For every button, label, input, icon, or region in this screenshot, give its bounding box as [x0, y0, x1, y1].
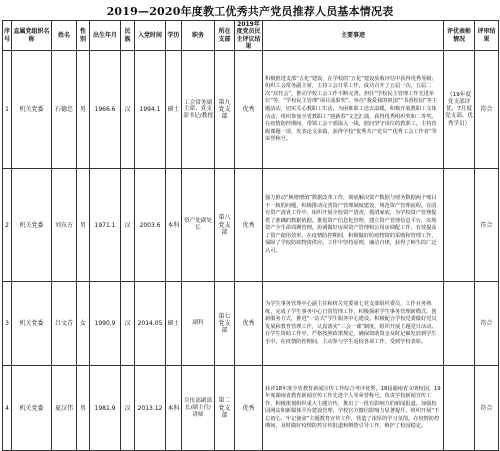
- cell-review: 优秀: [235, 51, 263, 169]
- cell-party-date: 2014.05: [135, 282, 166, 366]
- cell-recommend: [444, 282, 475, 366]
- cell-position: 资产处副处长: [182, 169, 215, 282]
- cell-gender: 男: [77, 366, 90, 451]
- cell-position: 宣传部副部长/副主任/讲师: [182, 366, 215, 451]
- cell-birth: 1966.6: [90, 51, 121, 169]
- cell-branch: 第七党支部: [215, 282, 235, 366]
- table-row: [3, 51, 499, 169]
- header-approval: 评审结果: [475, 21, 499, 51]
- header-branch: 所在支部: [215, 21, 235, 51]
- cell-party-org: 机关党委: [12, 366, 52, 451]
- cell-branch: 第八党支部: [215, 169, 235, 282]
- cell-branch: 第二党支部: [215, 366, 235, 451]
- cell-ethnicity: 汉: [121, 366, 135, 451]
- cell-position: 副科: [182, 282, 215, 366]
- cell-review: 优秀: [235, 282, 263, 366]
- table-row: [3, 282, 499, 366]
- table-row: [3, 169, 499, 282]
- cell-birth: 1981.9: [90, 366, 121, 451]
- cell-recommend: （19年度党支部评优，7月度党支部、优秀学员）: [444, 51, 475, 169]
- cell-seq: 2: [3, 169, 12, 282]
- cell-name: 夏汉伟: [52, 366, 77, 451]
- cell-review: 优秀: [235, 169, 263, 282]
- cell-party-org: 机关党委: [12, 51, 52, 169]
- cell-approval: 符合: [475, 169, 499, 282]
- cell-name: 石德忠: [52, 51, 77, 169]
- candidates-table: [2, 20, 499, 451]
- cell-approval: 符合: [475, 282, 499, 366]
- page-title: 2019—2020年度教工优秀共产党员推荐人员基本情况表: [106, 5, 394, 18]
- header-party-org: 直属党组织名称: [12, 21, 52, 51]
- cell-party-org: 机关党委: [12, 169, 52, 282]
- cell-recommend: [444, 366, 475, 451]
- cell-gender: 男: [77, 51, 90, 169]
- header-ethnicity: 民族: [121, 21, 135, 51]
- cell-position: 工会常务副主席、党支部书记/教授: [182, 51, 215, 169]
- header-seq: 序号: [3, 21, 12, 51]
- header-deeds: 主要事迹: [263, 21, 444, 51]
- cell-approval: 符合: [475, 366, 499, 451]
- cell-approval: 符合: [475, 51, 499, 169]
- cell-name: 吕文青: [52, 282, 77, 366]
- cell-party-date: 2013.12: [135, 366, 166, 451]
- header-birth: 出生年月: [90, 21, 121, 51]
- cell-deeds: 为学生事务管理中心副主任和机关党委第七党支部组织委员，工作业务熟练，完成了学生事务中心日常管理工作，积极探索学生事务管理新模式，创新服务方式，推进“一站式”学生服务中心建设。积极配合学校党委做好党员发展和教育管理工作，认真落实“三会一课”制度，组织开展主题党日活动。在学生资助工作中，严格按照政策规定，确保资助资金及时足额发放到学生手中。在疫情防控期间，主动参与学生返校各项工作，受到学校表彰。: [263, 282, 444, 366]
- cell-seq: 1: [3, 51, 12, 169]
- header-review: 2019年度党员民主评议结果: [236, 21, 261, 50]
- header-name: 姓名: [52, 21, 77, 51]
- cell-birth: 1990.9: [90, 282, 121, 366]
- cell-ethnicity: 汉: [121, 51, 135, 169]
- cell-party-date: 2003.6: [135, 169, 166, 282]
- cell-deeds: 获评18年度全省教育新闻宣传工作综合考评优秀，18届湖南省文明校园，19年度湖南省教育新闻宣传工作先进个人等荣誉称号。负责学校新闻宣传工作，积极策划组织重大主题宣传，推出了一批有影响力的新闻报道。加强校园网站和新媒体平台建设管理，学校官方微信影响力显著提升。组织开展“不忘初心、牢记使命”主题教育宣传工作，营造了浓厚的学习氛围。在疫情防控期间，及时做好疫情防控宣传报道和舆情引导工作，维护了校园稳定。: [263, 366, 444, 451]
- table-row: [3, 366, 499, 451]
- header-party-date: 入党时间: [135, 21, 166, 51]
- cell-seq: 4: [3, 366, 12, 451]
- cell-ethnicity: 汉: [121, 169, 135, 282]
- cell-gender: 女: [77, 282, 90, 366]
- cell-ethnicity: 汉: [121, 282, 135, 366]
- header-gender: 性别: [77, 21, 90, 51]
- cell-review: 优秀: [235, 366, 263, 451]
- cell-seq: 3: [3, 282, 12, 366]
- header-position: 职务: [182, 21, 215, 51]
- cell-party-org: 机关党委: [12, 282, 52, 366]
- header-recommend: 评优表彰情况: [444, 21, 475, 51]
- cell-party-date: 1994.1: [135, 51, 166, 169]
- cell-deeds: 强力推动“换增增值”数据改革工作，彻底解决资产数据与财务数据两个账目不一致的问题，积极推动完善资产管理制度建设，规范资产管理流程。在国有资产清查工作中，组织开展全校资产清查，摸清家底，为学校资产管理提供了准确的数据依据。推进资产信息化管理，建立资产管理信息平台，实现资产全生命周期管理。协调做好房屋资产管理和公用房调配工作，有效提高了资产使用效率。在疫情防控期间，积极做好防疫物资的采购和管理工作，保障了学校防疫物资供应。工作中坚持原则，廉洁自律，获得了师生的广泛认可。: [263, 169, 444, 282]
- cell-gender: 男: [77, 169, 90, 282]
- cell-birth: 1971.1: [90, 169, 121, 282]
- cell-deeds: 积极推进支部“五化”建设，在学校的“五化”建设验收评估中获得优秀等级；组织工会常务副主席，主持工会日常工作，成功召开了五届一次、五届二次“双代会”，推动学校工会工作不断完善。担任“学校民主管理工作先进单位”等，“学校民主管理”项目成果奖”。举办“我爱我的祖国”“书香校园”等主题活动，切实关心教职工生活，为困难职工送去温暖。积极开展教职工文体活动，组织参加全省教职工“迎新春”文艺汇演，获得优秀组织奖和二等奖。在疫情防控期间，带领工会干部深入一线，慰问坚守岗位的教职工。主持省级课题一项，发表论文多篇，获得学校“优秀共产党员”“优秀工会工作者”等荣誉称号。: [263, 51, 444, 169]
- cell-branch: 第九党支部: [215, 51, 235, 169]
- cell-education: 硕士: [166, 51, 182, 169]
- cell-education: 本科: [166, 169, 182, 282]
- table-header-row: [3, 21, 499, 51]
- cell-education: 硕士: [166, 282, 182, 366]
- cell-education: 本科: [166, 366, 182, 451]
- cell-name: 刘东方: [52, 169, 77, 282]
- header-education: 学历: [166, 21, 182, 51]
- cell-recommend: [444, 169, 475, 282]
